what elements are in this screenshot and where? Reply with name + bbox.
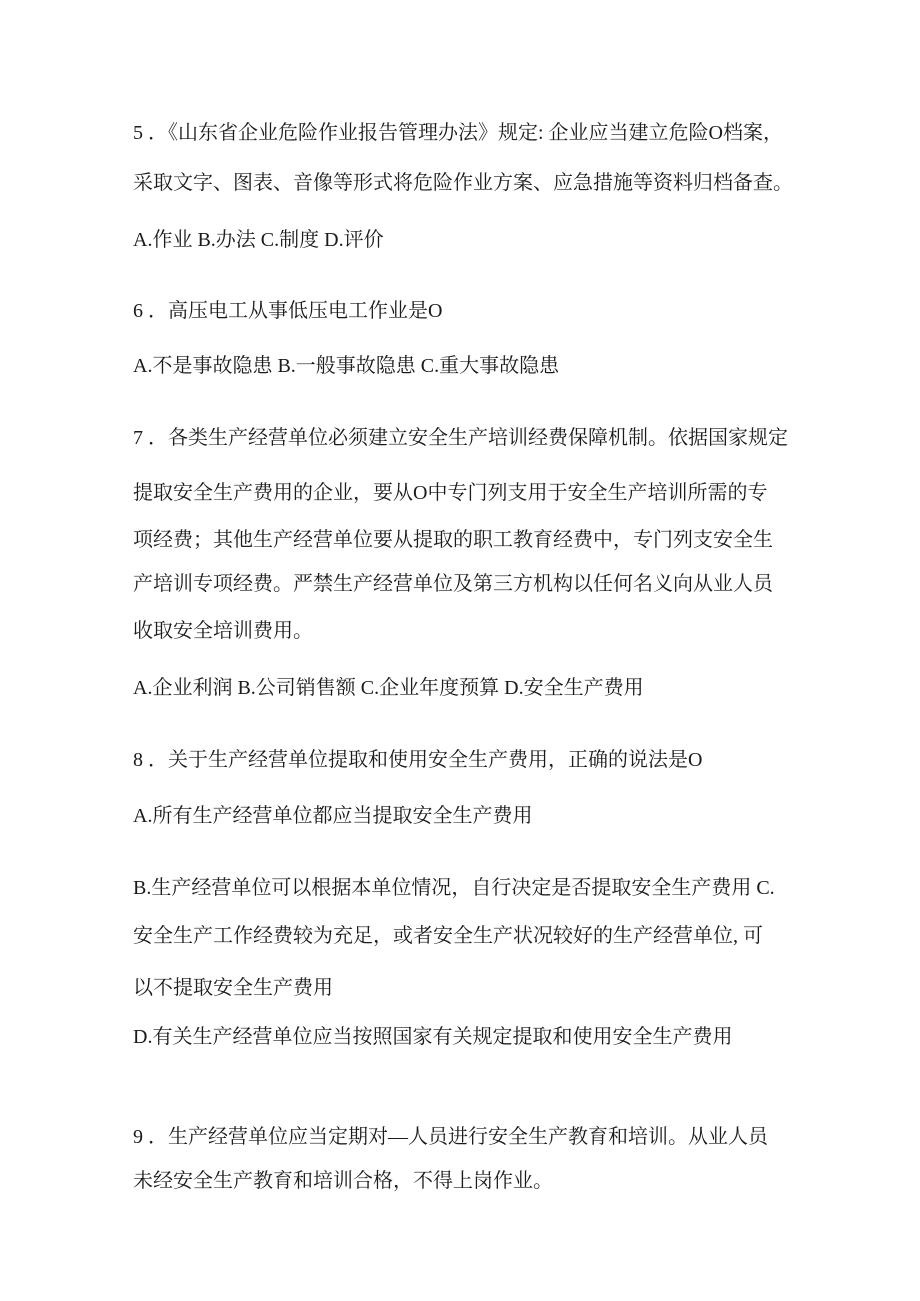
answer-options: A.不是事故隐患 B.一般事故隐患 C.重大事故隐患 (133, 355, 560, 377)
question-text: 8 ．关于生产经营单位提取和使用安全生产费用，正确的说法是O (133, 749, 703, 771)
question-text: 未经安全生产教育和培训合格，不得上岗作业。 (133, 1170, 553, 1192)
question-text: 收取安全培训费用。 (133, 620, 313, 642)
question-text: 采取文字、图表、音像等形式将危险作业方案、应急措施等资料归档备查。 (133, 172, 793, 194)
question-text: 产培训专项经费。严禁生产经营单位及第三方机构以任何名义向从业人员 (133, 573, 773, 595)
answer-option: D.有关生产经营单位应当按照国家有关规定提取和使用安全生产费用 (133, 1026, 733, 1048)
answer-options: A.企业利润 B.公司销售额 C.企业年度预算 D.安全生产费用 (133, 677, 644, 699)
question-text: 7 ．各类生产经营单位必须建立安全生产培训经费保障机制。依据国家规定 (133, 427, 788, 449)
question-text: 6 ．高压电工从事低压电工作业是O (133, 300, 443, 322)
answer-option: 安全生产工作经费较为充足，或者安全生产状况较好的生产经营单位, 可 (133, 925, 763, 947)
answer-option: 以不提取安全生产费用 (133, 977, 333, 999)
answer-option: B.生产经营单位可以根据本单位情况，自行决定是否提取安全生产费用 C. (133, 877, 775, 899)
question-text: 9 ．生产经营单位应当定期对—人员进行安全生产教育和培训。从业人员 (133, 1126, 768, 1148)
answer-option: A.所有生产经营单位都应当提取安全生产费用 (133, 805, 533, 827)
question-text: 提取安全生产费用的企业，要从O中专门列支用于安全生产培训所需的专 (133, 482, 768, 504)
question-text: 5 ．《山东省企业危险作业报告管理办法》规定: 企业应当建立危险O档案， (133, 122, 783, 144)
answer-options: A.作业 B.办法 C.制度 D.评价 (133, 229, 384, 251)
question-text: 项经费；其他生产经营单位要从提取的职工教育经费中，专门列支安全生 (133, 529, 773, 551)
